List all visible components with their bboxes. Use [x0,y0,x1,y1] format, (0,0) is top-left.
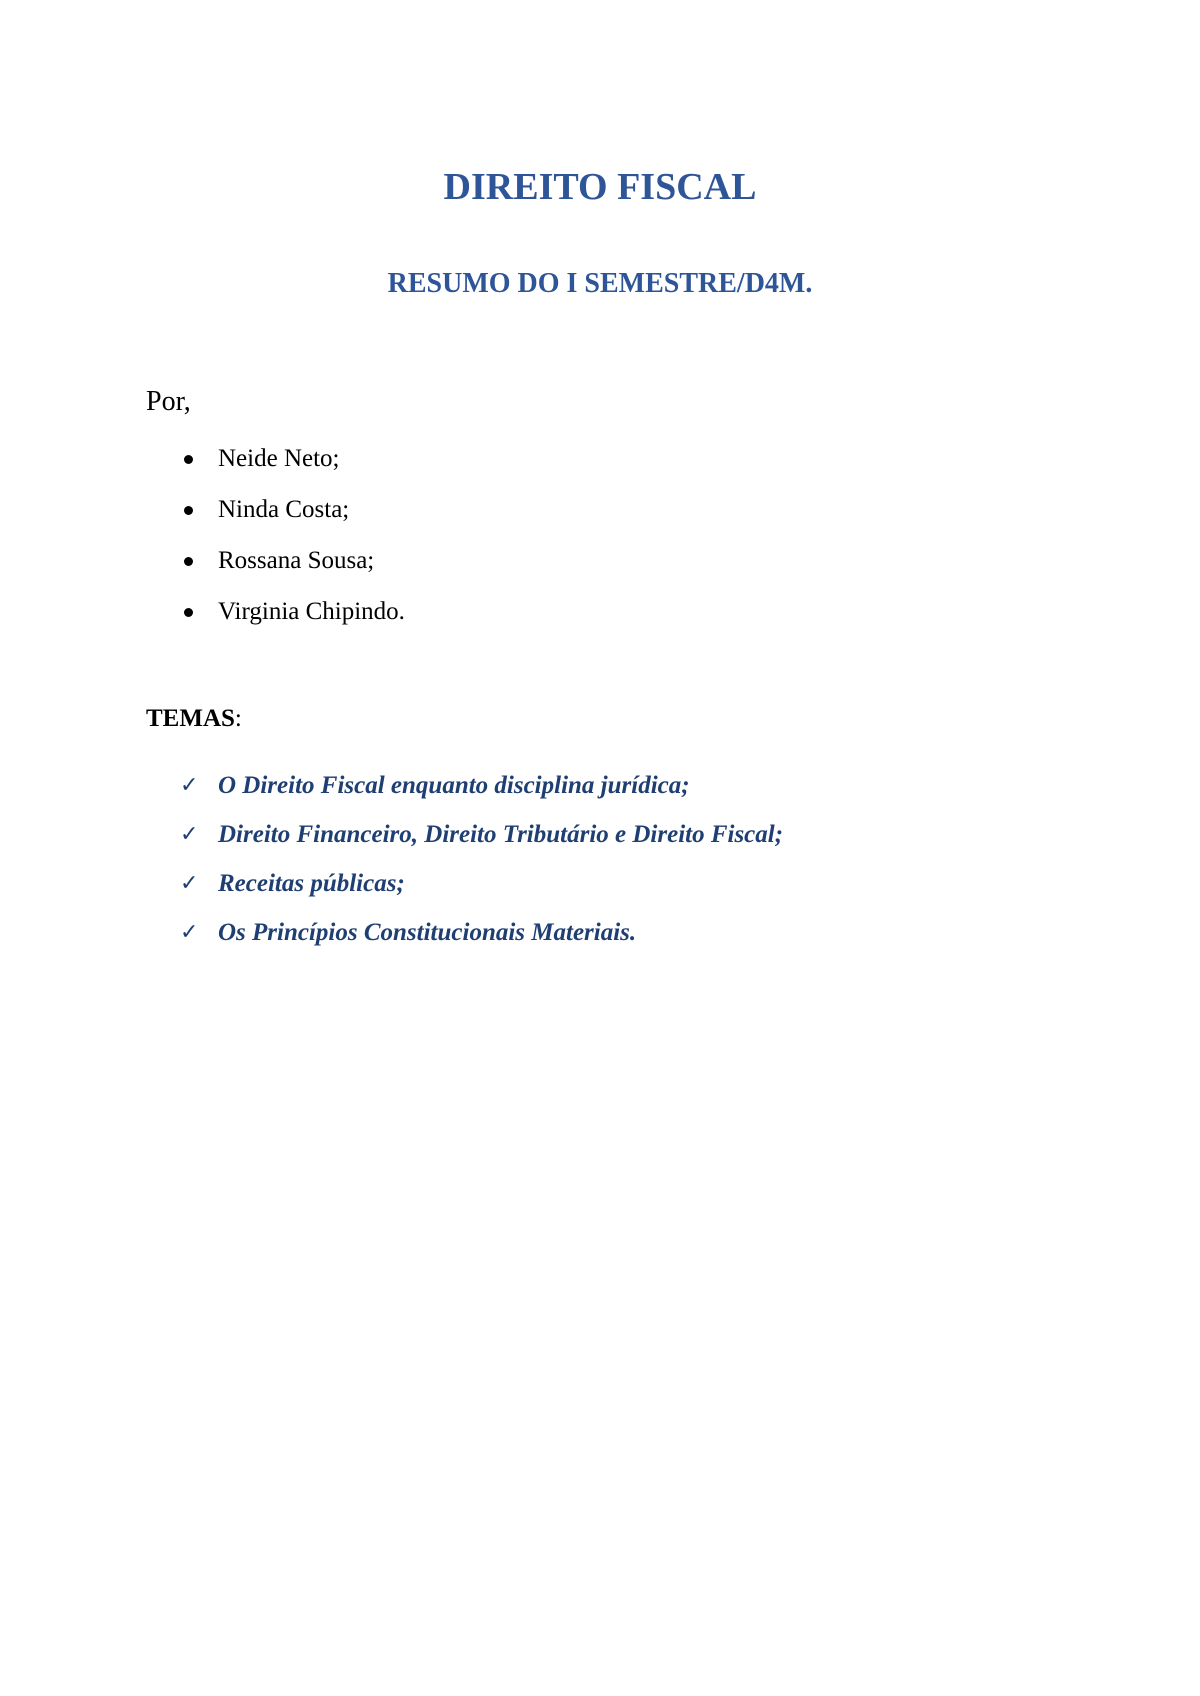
author-name: Neide Neto; [218,445,340,472]
bullet-dot-icon [184,608,193,617]
topic-text: O Direito Fiscal enquanto disciplina jurídica; [218,772,690,799]
author-name: Virginia Chipindo. [218,598,405,625]
author-name: Rossana Sousa; [218,547,375,574]
author-item [180,597,405,648]
checkmark-icon: ✓ [180,920,199,945]
checkmark-icon: ✓ [180,822,199,847]
topic-text: Direito Financeiro, Direito Tributário e Direito Fiscal; [218,821,784,848]
bullet-dot-icon [184,506,193,515]
topics-label [146,706,242,731]
document-subtitle: RESUMO DO I SEMESTRE/D4M. [387,268,813,299]
author-item [180,444,405,495]
topic-item [180,771,783,820]
topic-item [180,918,783,967]
topic-item [180,820,783,869]
author-item [180,546,405,597]
topic-text: Receitas públicas; [218,870,405,897]
topic-item [180,869,783,918]
topic-text: Os Princípios Constitucionais Materiais. [218,919,637,946]
author-name: Ninda Costa; [218,496,350,523]
bullet-dot-icon [184,557,193,566]
checkmark-icon: ✓ [180,773,199,798]
topics-list [180,771,783,967]
authors-label: Por, [146,386,191,417]
authors-list [180,444,405,648]
bullet-dot-icon [184,455,193,464]
topics-label-colon: : [234,705,242,732]
author-item [180,495,405,546]
checkmark-icon: ✓ [180,871,199,896]
document-title: DIREITO FISCAL [443,166,757,208]
topics-label-text: TEMAS [146,705,235,732]
